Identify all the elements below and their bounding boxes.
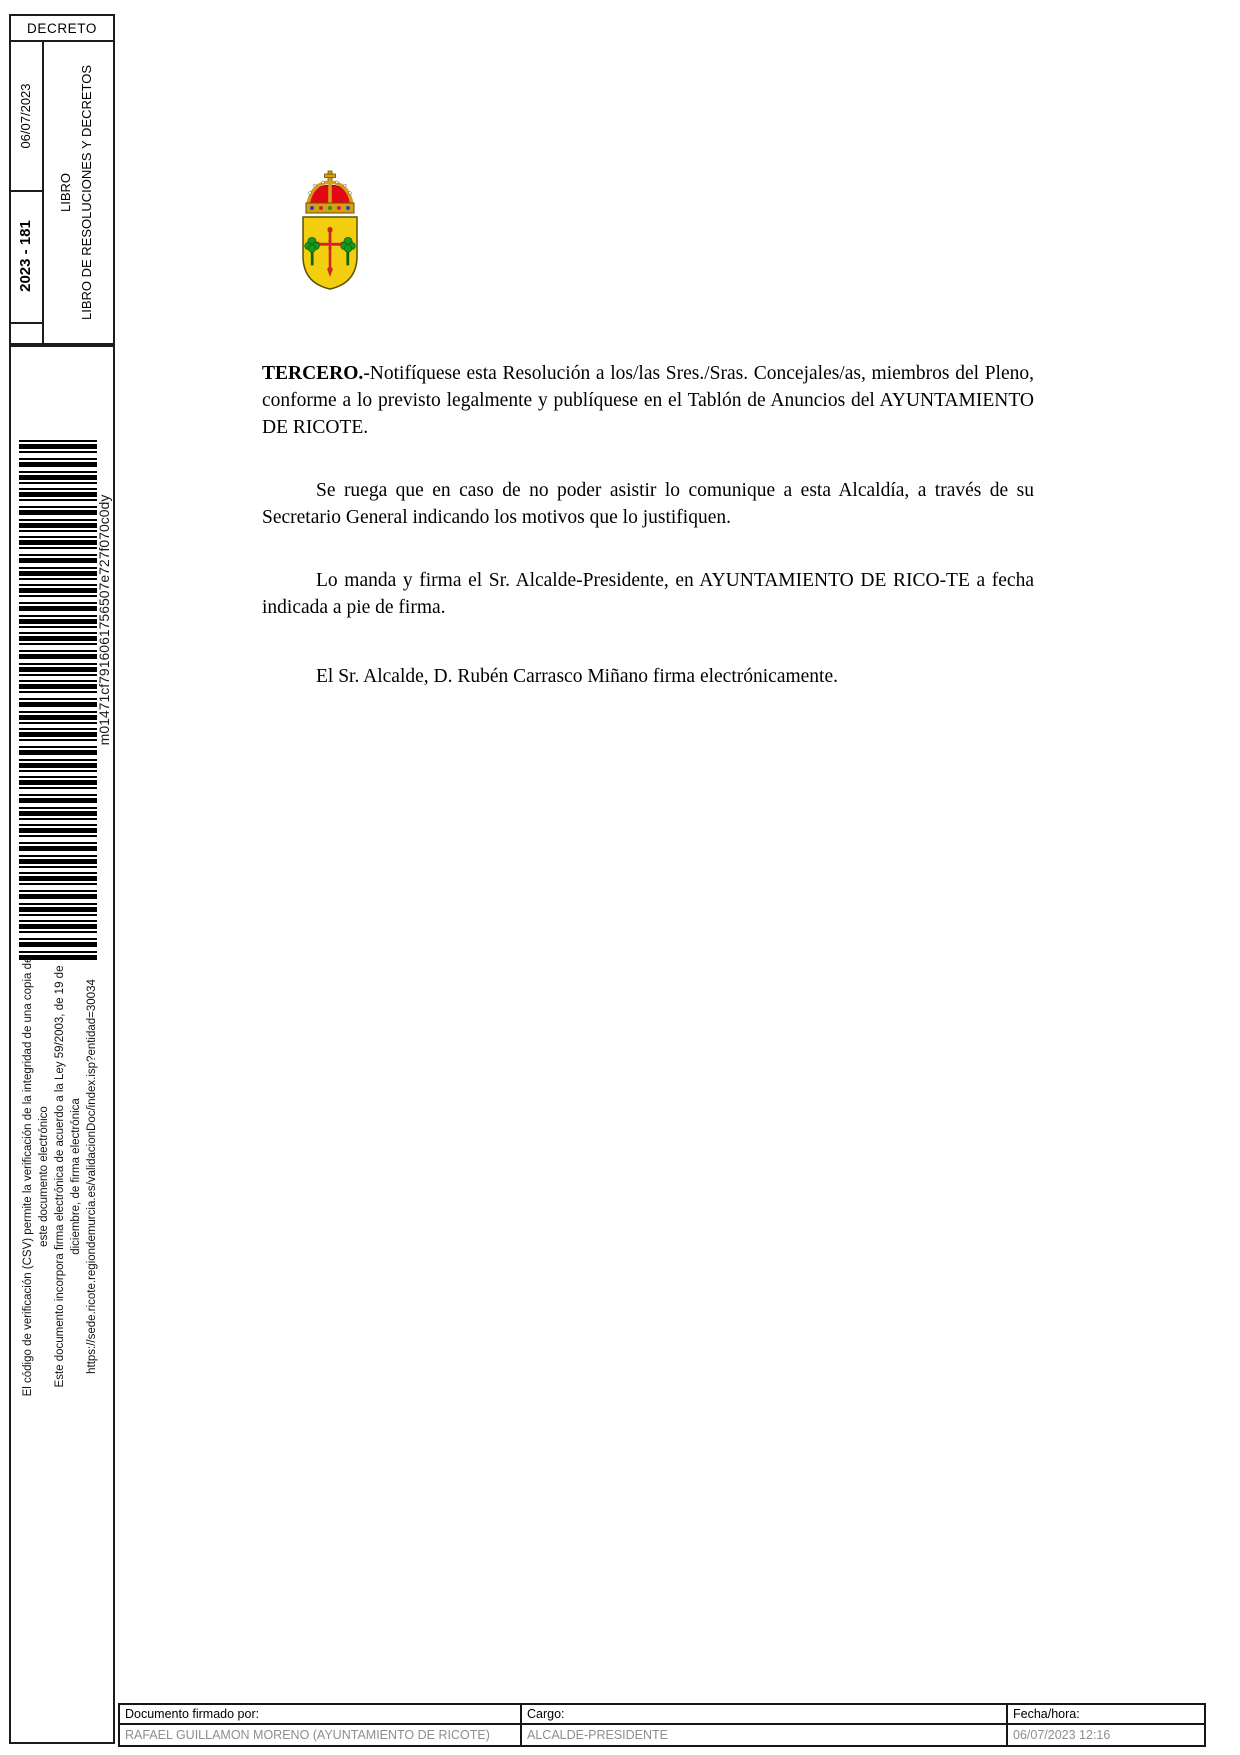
decree-meta-box <box>9 40 115 345</box>
paragraph-tercero <box>262 360 1034 441</box>
verification-box <box>9 345 115 1744</box>
ricote-coat-of-arms-icon <box>296 170 364 292</box>
decreto-box <box>9 14 115 42</box>
libro-label: LIBRO <box>58 173 73 213</box>
decree-date: 06/07/2023 <box>18 83 33 149</box>
signature-footer <box>118 1703 1204 1747</box>
signature-table <box>118 1703 1206 1747</box>
decreto-label: DECRETO <box>27 20 97 36</box>
signed-by-value: RAFAEL GUILLAMON MORENO (AYUNTAMIENTO DE RICOTE) <box>119 1724 521 1746</box>
table-row <box>119 1704 1205 1724</box>
libro-title <box>55 44 99 341</box>
signed-by-label: Documento firmado por: <box>119 1704 521 1724</box>
barcode-icon <box>19 440 97 960</box>
csv-legal-line: diciembre, de firma electrónica <box>70 1098 82 1255</box>
paragraph-lo-manda: Lo manda y firma el Sr. Alcalde-Presidente, en AYUNTAMIENTO DE RICO-TE a fecha indicada a pie de firma. <box>262 570 1034 618</box>
csv-legal-line: Este documento incorpora firma electrónica de acuerdo a la Ley 59/2003, de 19 de <box>54 965 66 1388</box>
table-row <box>119 1724 1205 1746</box>
paragraph-firma-electronica: El Sr. Alcalde, D. Rubén Carrasco Miñano firma electrónicamente. <box>316 666 838 687</box>
decree-number: 2023 - 181 <box>17 220 34 292</box>
cargo-label: Cargo: <box>521 1704 1007 1724</box>
meta-box-divider <box>42 42 44 343</box>
paragraph-tercero-text: -Notifíquese esta Resolución a los/las Sres./Sras. Concejales/as, miembros del Pleno, conforme a lo previsto legalmente y publíquese en el Tablón de Anuncios del AYUNTAMIENTO DE RICOTE. <box>262 363 1034 438</box>
libro-subtitle: LIBRO DE RESOLUCIONES Y DECRETOS <box>79 64 94 321</box>
csv-legal-line: este documento electrónico <box>38 1106 50 1247</box>
paragraph-tercero-lead: TERCERO. <box>262 363 364 384</box>
csv-legal-text <box>20 883 102 1470</box>
csv-legal-line: El código de verificación (CSV) permite la verificación de la integridad de una copia de <box>22 956 34 1397</box>
paragraph-se-ruega: Se ruega que en caso de no poder asistir lo comunique a esta Alcaldía, a través de su Secretario General indicando los motivos que lo justifiquen. <box>262 480 1034 528</box>
cargo-value: ALCALDE-PRESIDENTE <box>521 1724 1007 1746</box>
fecha-label: Fecha/hora: <box>1007 1704 1205 1724</box>
fecha-value: 06/07/2023 12:16 <box>1007 1724 1205 1746</box>
meta-box-divider <box>11 322 42 324</box>
csv-legal-line: https://sede.ricote.regiondemurcia.es/validacionDoc/index.isp?entidad=30034 <box>86 979 98 1374</box>
csv-code: m01471cf7916061756507e727f070c0dy <box>96 494 112 746</box>
